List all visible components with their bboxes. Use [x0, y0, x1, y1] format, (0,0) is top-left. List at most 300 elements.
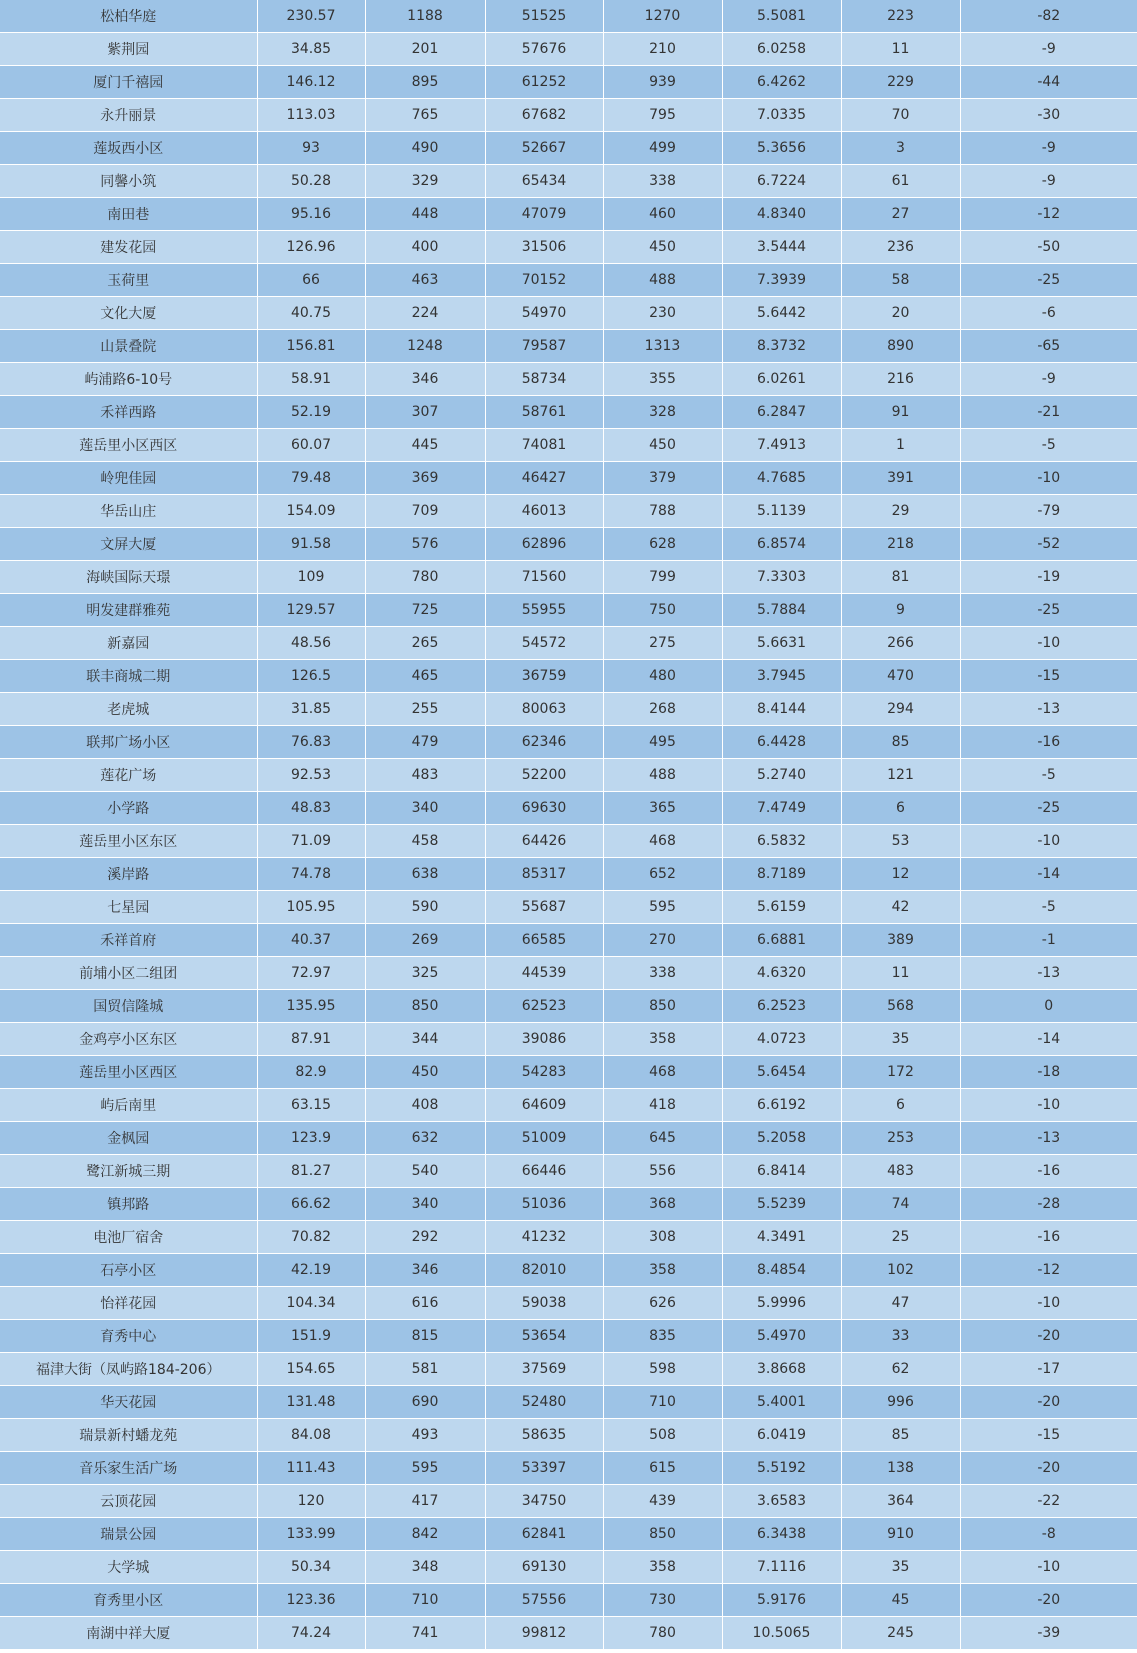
price-change-cell: -13	[960, 693, 1137, 726]
days-listed-cell: 85	[841, 1419, 960, 1452]
original-price-cell: 358	[603, 1551, 722, 1584]
area-cell: 79.48	[257, 462, 365, 495]
price-change-cell: -9	[960, 363, 1137, 396]
unit-price-cell: 58635	[485, 1419, 603, 1452]
price-change-cell: -9	[960, 33, 1137, 66]
price-change-cell: -8	[960, 1518, 1137, 1551]
price-change-cell: -5	[960, 891, 1137, 924]
unit-price-cell: 74081	[485, 429, 603, 462]
area-cell: 81.27	[257, 1155, 365, 1188]
unit-price-cell: 36759	[485, 660, 603, 693]
unit-price-wan-cell: 8.3732	[722, 330, 841, 363]
area-cell: 87.91	[257, 1023, 365, 1056]
days-listed-cell: 53	[841, 825, 960, 858]
unit-price-cell: 79587	[485, 330, 603, 363]
days-listed-cell: 70	[841, 99, 960, 132]
listing-price-cell: 408	[365, 1089, 485, 1122]
original-price-cell: 730	[603, 1584, 722, 1617]
community-name-cell: 华岳山庄	[0, 495, 257, 528]
unit-price-wan-cell: 6.8414	[722, 1155, 841, 1188]
unit-price-wan-cell: 6.0258	[722, 33, 841, 66]
area-cell: 71.09	[257, 825, 365, 858]
community-name-cell: 溪岸路	[0, 858, 257, 891]
original-price-cell: 615	[603, 1452, 722, 1485]
days-listed-cell: 890	[841, 330, 960, 363]
table-row	[0, 1320, 1137, 1353]
area-cell: 151.9	[257, 1320, 365, 1353]
area-cell: 230.57	[257, 0, 365, 33]
unit-price-cell: 62346	[485, 726, 603, 759]
price-change-cell: -44	[960, 66, 1137, 99]
price-change-cell: -18	[960, 1056, 1137, 1089]
unit-price-cell: 39086	[485, 1023, 603, 1056]
area-cell: 95.16	[257, 198, 365, 231]
listing-price-cell: 417	[365, 1485, 485, 1518]
original-price-cell: 480	[603, 660, 722, 693]
price-change-cell: -20	[960, 1320, 1137, 1353]
original-price-cell: 628	[603, 528, 722, 561]
listing-price-cell: 369	[365, 462, 485, 495]
original-price-cell: 799	[603, 561, 722, 594]
listing-price-cell: 325	[365, 957, 485, 990]
table-row	[0, 726, 1137, 759]
unit-price-cell: 37569	[485, 1353, 603, 1386]
listing-price-cell: 340	[365, 1188, 485, 1221]
area-cell: 60.07	[257, 429, 365, 462]
table-row	[0, 1617, 1137, 1650]
days-listed-cell: 218	[841, 528, 960, 561]
price-change-cell: -79	[960, 495, 1137, 528]
days-listed-cell: 483	[841, 1155, 960, 1188]
days-listed-cell: 223	[841, 0, 960, 33]
table-row	[0, 1419, 1137, 1452]
price-change-cell: -22	[960, 1485, 1137, 1518]
unit-price-wan-cell: 4.0723	[722, 1023, 841, 1056]
days-listed-cell: 3	[841, 132, 960, 165]
unit-price-wan-cell: 6.5832	[722, 825, 841, 858]
days-listed-cell: 62	[841, 1353, 960, 1386]
area-cell: 48.83	[257, 792, 365, 825]
table-row	[0, 1023, 1137, 1056]
price-change-cell: -25	[960, 594, 1137, 627]
listing-price-cell: 450	[365, 1056, 485, 1089]
community-name-cell: 金枫园	[0, 1122, 257, 1155]
listing-price-cell: 741	[365, 1617, 485, 1650]
community-name-cell: 山景叠院	[0, 330, 257, 363]
table-row	[0, 297, 1137, 330]
days-listed-cell: 138	[841, 1452, 960, 1485]
listing-price-cell: 710	[365, 1584, 485, 1617]
table-row	[0, 198, 1137, 231]
area-cell: 66.62	[257, 1188, 365, 1221]
days-listed-cell: 6	[841, 792, 960, 825]
original-price-cell: 450	[603, 429, 722, 462]
community-name-cell: 电池厂宿舍	[0, 1221, 257, 1254]
unit-price-cell: 70152	[485, 264, 603, 297]
unit-price-wan-cell: 8.4144	[722, 693, 841, 726]
unit-price-cell: 55687	[485, 891, 603, 924]
days-listed-cell: 27	[841, 198, 960, 231]
unit-price-wan-cell: 6.8574	[722, 528, 841, 561]
price-change-cell: -15	[960, 660, 1137, 693]
listing-price-cell: 201	[365, 33, 485, 66]
table-row	[0, 924, 1137, 957]
community-name-cell: 紫荆园	[0, 33, 257, 66]
table-row	[0, 1122, 1137, 1155]
unit-price-wan-cell: 5.6454	[722, 1056, 841, 1089]
unit-price-wan-cell: 5.9996	[722, 1287, 841, 1320]
days-listed-cell: 910	[841, 1518, 960, 1551]
listing-price-cell: 400	[365, 231, 485, 264]
price-change-cell: -50	[960, 231, 1137, 264]
original-price-cell: 495	[603, 726, 722, 759]
community-name-cell: 石亭小区	[0, 1254, 257, 1287]
unit-price-cell: 54283	[485, 1056, 603, 1089]
area-cell: 40.37	[257, 924, 365, 957]
area-cell: 48.56	[257, 627, 365, 660]
unit-price-cell: 67682	[485, 99, 603, 132]
unit-price-cell: 58761	[485, 396, 603, 429]
price-change-cell: -10	[960, 1551, 1137, 1584]
unit-price-wan-cell: 4.7685	[722, 462, 841, 495]
community-name-cell: 建发花园	[0, 231, 257, 264]
original-price-cell: 358	[603, 1254, 722, 1287]
unit-price-wan-cell: 6.6192	[722, 1089, 841, 1122]
area-cell: 58.91	[257, 363, 365, 396]
unit-price-wan-cell: 5.7884	[722, 594, 841, 627]
table-row	[0, 0, 1137, 33]
area-cell: 113.03	[257, 99, 365, 132]
community-name-cell: 文化大厦	[0, 297, 257, 330]
unit-price-cell: 61252	[485, 66, 603, 99]
listing-price-cell: 448	[365, 198, 485, 231]
original-price-cell: 645	[603, 1122, 722, 1155]
listing-price-cell: 483	[365, 759, 485, 792]
original-price-cell: 468	[603, 1056, 722, 1089]
price-change-cell: -25	[960, 264, 1137, 297]
table-row	[0, 1221, 1137, 1254]
community-name-cell: 屿后南里	[0, 1089, 257, 1122]
days-listed-cell: 391	[841, 462, 960, 495]
area-cell: 74.78	[257, 858, 365, 891]
community-name-cell: 明发建群雅苑	[0, 594, 257, 627]
price-change-cell: -39	[960, 1617, 1137, 1650]
original-price-cell: 850	[603, 1518, 722, 1551]
unit-price-wan-cell: 7.4749	[722, 792, 841, 825]
unit-price-cell: 69630	[485, 792, 603, 825]
unit-price-wan-cell: 5.4970	[722, 1320, 841, 1353]
area-cell: 66	[257, 264, 365, 297]
original-price-cell: 379	[603, 462, 722, 495]
area-cell: 154.09	[257, 495, 365, 528]
table-row	[0, 1386, 1137, 1419]
community-name-cell: 育秀里小区	[0, 1584, 257, 1617]
unit-price-wan-cell: 5.6159	[722, 891, 841, 924]
price-change-cell: -1	[960, 924, 1137, 957]
unit-price-wan-cell: 6.7224	[722, 165, 841, 198]
area-cell: 135.95	[257, 990, 365, 1023]
price-change-cell: -30	[960, 99, 1137, 132]
area-cell: 50.28	[257, 165, 365, 198]
price-change-cell: -19	[960, 561, 1137, 594]
unit-price-wan-cell: 5.4001	[722, 1386, 841, 1419]
original-price-cell: 418	[603, 1089, 722, 1122]
original-price-cell: 556	[603, 1155, 722, 1188]
unit-price-wan-cell: 6.3438	[722, 1518, 841, 1551]
original-price-cell: 598	[603, 1353, 722, 1386]
days-listed-cell: 61	[841, 165, 960, 198]
community-name-cell: 大学城	[0, 1551, 257, 1584]
unit-price-cell: 64609	[485, 1089, 603, 1122]
original-price-cell: 488	[603, 264, 722, 297]
price-change-cell: -10	[960, 1287, 1137, 1320]
price-change-cell: -9	[960, 165, 1137, 198]
community-name-cell: 岭兜佳园	[0, 462, 257, 495]
days-listed-cell: 172	[841, 1056, 960, 1089]
days-listed-cell: 91	[841, 396, 960, 429]
table-row	[0, 33, 1137, 66]
table-row	[0, 363, 1137, 396]
table-row	[0, 1089, 1137, 1122]
listing-price-cell: 581	[365, 1353, 485, 1386]
unit-price-wan-cell: 3.5444	[722, 231, 841, 264]
table-row	[0, 858, 1137, 891]
price-change-cell: -10	[960, 825, 1137, 858]
original-price-cell: 450	[603, 231, 722, 264]
unit-price-wan-cell: 8.4854	[722, 1254, 841, 1287]
listing-price-cell: 709	[365, 495, 485, 528]
original-price-cell: 939	[603, 66, 722, 99]
community-name-cell: 松柏华庭	[0, 0, 257, 33]
listing-price-cell: 307	[365, 396, 485, 429]
community-name-cell: 小学路	[0, 792, 257, 825]
price-change-cell: -14	[960, 858, 1137, 891]
community-name-cell: 玉荷里	[0, 264, 257, 297]
table-row	[0, 1188, 1137, 1221]
days-listed-cell: 81	[841, 561, 960, 594]
days-listed-cell: 253	[841, 1122, 960, 1155]
unit-price-cell: 53654	[485, 1320, 603, 1353]
unit-price-wan-cell: 5.5192	[722, 1452, 841, 1485]
days-listed-cell: 47	[841, 1287, 960, 1320]
unit-price-cell: 54970	[485, 297, 603, 330]
area-cell: 40.75	[257, 297, 365, 330]
area-cell: 131.48	[257, 1386, 365, 1419]
price-change-cell: -10	[960, 462, 1137, 495]
days-listed-cell: 294	[841, 693, 960, 726]
table-row	[0, 231, 1137, 264]
unit-price-cell: 52667	[485, 132, 603, 165]
area-cell: 72.97	[257, 957, 365, 990]
unit-price-cell: 58734	[485, 363, 603, 396]
original-price-cell: 710	[603, 1386, 722, 1419]
unit-price-wan-cell: 10.5065	[722, 1617, 841, 1650]
price-change-cell: -25	[960, 792, 1137, 825]
listing-price-cell: 725	[365, 594, 485, 627]
listing-price-cell: 344	[365, 1023, 485, 1056]
original-price-cell: 788	[603, 495, 722, 528]
area-cell: 156.81	[257, 330, 365, 363]
days-listed-cell: 470	[841, 660, 960, 693]
table-row	[0, 825, 1137, 858]
community-name-cell: 禾祥西路	[0, 396, 257, 429]
unit-price-cell: 41232	[485, 1221, 603, 1254]
days-listed-cell: 1	[841, 429, 960, 462]
listing-price-cell: 690	[365, 1386, 485, 1419]
days-listed-cell: 11	[841, 957, 960, 990]
area-cell: 154.65	[257, 1353, 365, 1386]
days-listed-cell: 74	[841, 1188, 960, 1221]
table-row	[0, 660, 1137, 693]
community-name-cell: 国贸信隆城	[0, 990, 257, 1023]
area-cell: 111.43	[257, 1452, 365, 1485]
unit-price-cell: 71560	[485, 561, 603, 594]
table-row	[0, 66, 1137, 99]
original-price-cell: 626	[603, 1287, 722, 1320]
area-cell: 52.19	[257, 396, 365, 429]
unit-price-wan-cell: 6.0261	[722, 363, 841, 396]
unit-price-wan-cell: 6.4262	[722, 66, 841, 99]
area-cell: 42.19	[257, 1254, 365, 1287]
unit-price-cell: 51009	[485, 1122, 603, 1155]
listing-price-cell: 340	[365, 792, 485, 825]
community-name-cell: 文屏大厦	[0, 528, 257, 561]
community-name-cell: 华天花园	[0, 1386, 257, 1419]
unit-price-wan-cell: 5.9176	[722, 1584, 841, 1617]
unit-price-wan-cell: 7.3303	[722, 561, 841, 594]
original-price-cell: 750	[603, 594, 722, 627]
days-listed-cell: 6	[841, 1089, 960, 1122]
price-change-cell: -5	[960, 429, 1137, 462]
unit-price-wan-cell: 6.6881	[722, 924, 841, 957]
table-row	[0, 1254, 1137, 1287]
unit-price-wan-cell: 8.7189	[722, 858, 841, 891]
unit-price-wan-cell: 3.7945	[722, 660, 841, 693]
community-name-cell: 莲岳里小区西区	[0, 1056, 257, 1089]
original-price-cell: 835	[603, 1320, 722, 1353]
unit-price-wan-cell: 5.2740	[722, 759, 841, 792]
days-listed-cell: 35	[841, 1023, 960, 1056]
original-price-cell: 338	[603, 957, 722, 990]
unit-price-wan-cell: 3.8668	[722, 1353, 841, 1386]
days-listed-cell: 29	[841, 495, 960, 528]
unit-price-wan-cell: 3.6583	[722, 1485, 841, 1518]
price-change-cell: -52	[960, 528, 1137, 561]
days-listed-cell: 85	[841, 726, 960, 759]
listing-price-cell: 576	[365, 528, 485, 561]
community-name-cell: 南田巷	[0, 198, 257, 231]
community-name-cell: 禾祥首府	[0, 924, 257, 957]
area-cell: 84.08	[257, 1419, 365, 1452]
price-change-cell: -65	[960, 330, 1137, 363]
unit-price-cell: 62523	[485, 990, 603, 1023]
original-price-cell: 210	[603, 33, 722, 66]
community-name-cell: 瑞景新村蟠龙苑	[0, 1419, 257, 1452]
listing-price-cell: 616	[365, 1287, 485, 1320]
days-listed-cell: 102	[841, 1254, 960, 1287]
unit-price-cell: 53397	[485, 1452, 603, 1485]
unit-price-wan-cell: 5.6631	[722, 627, 841, 660]
original-price-cell: 308	[603, 1221, 722, 1254]
unit-price-cell: 52200	[485, 759, 603, 792]
listing-price-cell: 292	[365, 1221, 485, 1254]
days-listed-cell: 45	[841, 1584, 960, 1617]
listing-price-cell: 595	[365, 1452, 485, 1485]
listing-price-cell: 479	[365, 726, 485, 759]
unit-price-wan-cell: 5.5081	[722, 0, 841, 33]
table-row	[0, 1584, 1137, 1617]
table-row	[0, 627, 1137, 660]
area-cell: 126.5	[257, 660, 365, 693]
price-change-cell: -12	[960, 198, 1137, 231]
price-change-cell: -17	[960, 1353, 1137, 1386]
table-row	[0, 1155, 1137, 1188]
unit-price-wan-cell: 7.3939	[722, 264, 841, 297]
table-row	[0, 429, 1137, 462]
unit-price-wan-cell: 6.2847	[722, 396, 841, 429]
unit-price-wan-cell: 5.6442	[722, 297, 841, 330]
listing-price-cell: 265	[365, 627, 485, 660]
unit-price-wan-cell: 5.2058	[722, 1122, 841, 1155]
listing-price-cell: 780	[365, 561, 485, 594]
unit-price-wan-cell: 7.4913	[722, 429, 841, 462]
area-cell: 104.34	[257, 1287, 365, 1320]
price-change-cell: -10	[960, 627, 1137, 660]
table-row	[0, 759, 1137, 792]
community-name-cell: 屿浦路6-10号	[0, 363, 257, 396]
days-listed-cell: 245	[841, 1617, 960, 1650]
area-cell: 91.58	[257, 528, 365, 561]
original-price-cell: 488	[603, 759, 722, 792]
table-row	[0, 1353, 1137, 1386]
unit-price-wan-cell: 4.3491	[722, 1221, 841, 1254]
price-change-cell: -5	[960, 759, 1137, 792]
original-price-cell: 468	[603, 825, 722, 858]
original-price-cell: 328	[603, 396, 722, 429]
listing-price-cell: 269	[365, 924, 485, 957]
price-change-cell: -12	[960, 1254, 1137, 1287]
unit-price-cell: 66446	[485, 1155, 603, 1188]
community-name-cell: 海峡国际天璟	[0, 561, 257, 594]
original-price-cell: 230	[603, 297, 722, 330]
price-change-cell: -20	[960, 1452, 1137, 1485]
table-row	[0, 99, 1137, 132]
listing-price-cell: 445	[365, 429, 485, 462]
listing-price-cell: 346	[365, 1254, 485, 1287]
community-name-cell: 老虎城	[0, 693, 257, 726]
community-name-cell: 联丰商城二期	[0, 660, 257, 693]
unit-price-cell: 62841	[485, 1518, 603, 1551]
community-name-cell: 镇邦路	[0, 1188, 257, 1221]
area-cell: 50.34	[257, 1551, 365, 1584]
listing-price-cell: 1188	[365, 0, 485, 33]
unit-price-cell: 57556	[485, 1584, 603, 1617]
listing-price-cell: 815	[365, 1320, 485, 1353]
unit-price-cell: 65434	[485, 165, 603, 198]
unit-price-cell: 55955	[485, 594, 603, 627]
listing-price-cell: 895	[365, 66, 485, 99]
unit-price-cell: 82010	[485, 1254, 603, 1287]
area-cell: 123.9	[257, 1122, 365, 1155]
listing-price-cell: 463	[365, 264, 485, 297]
community-name-cell: 厦门千禧园	[0, 66, 257, 99]
price-change-cell: -20	[960, 1584, 1137, 1617]
days-listed-cell: 266	[841, 627, 960, 660]
unit-price-cell: 46427	[485, 462, 603, 495]
table-row	[0, 1056, 1137, 1089]
community-name-cell: 七星园	[0, 891, 257, 924]
unit-price-wan-cell: 6.0419	[722, 1419, 841, 1452]
